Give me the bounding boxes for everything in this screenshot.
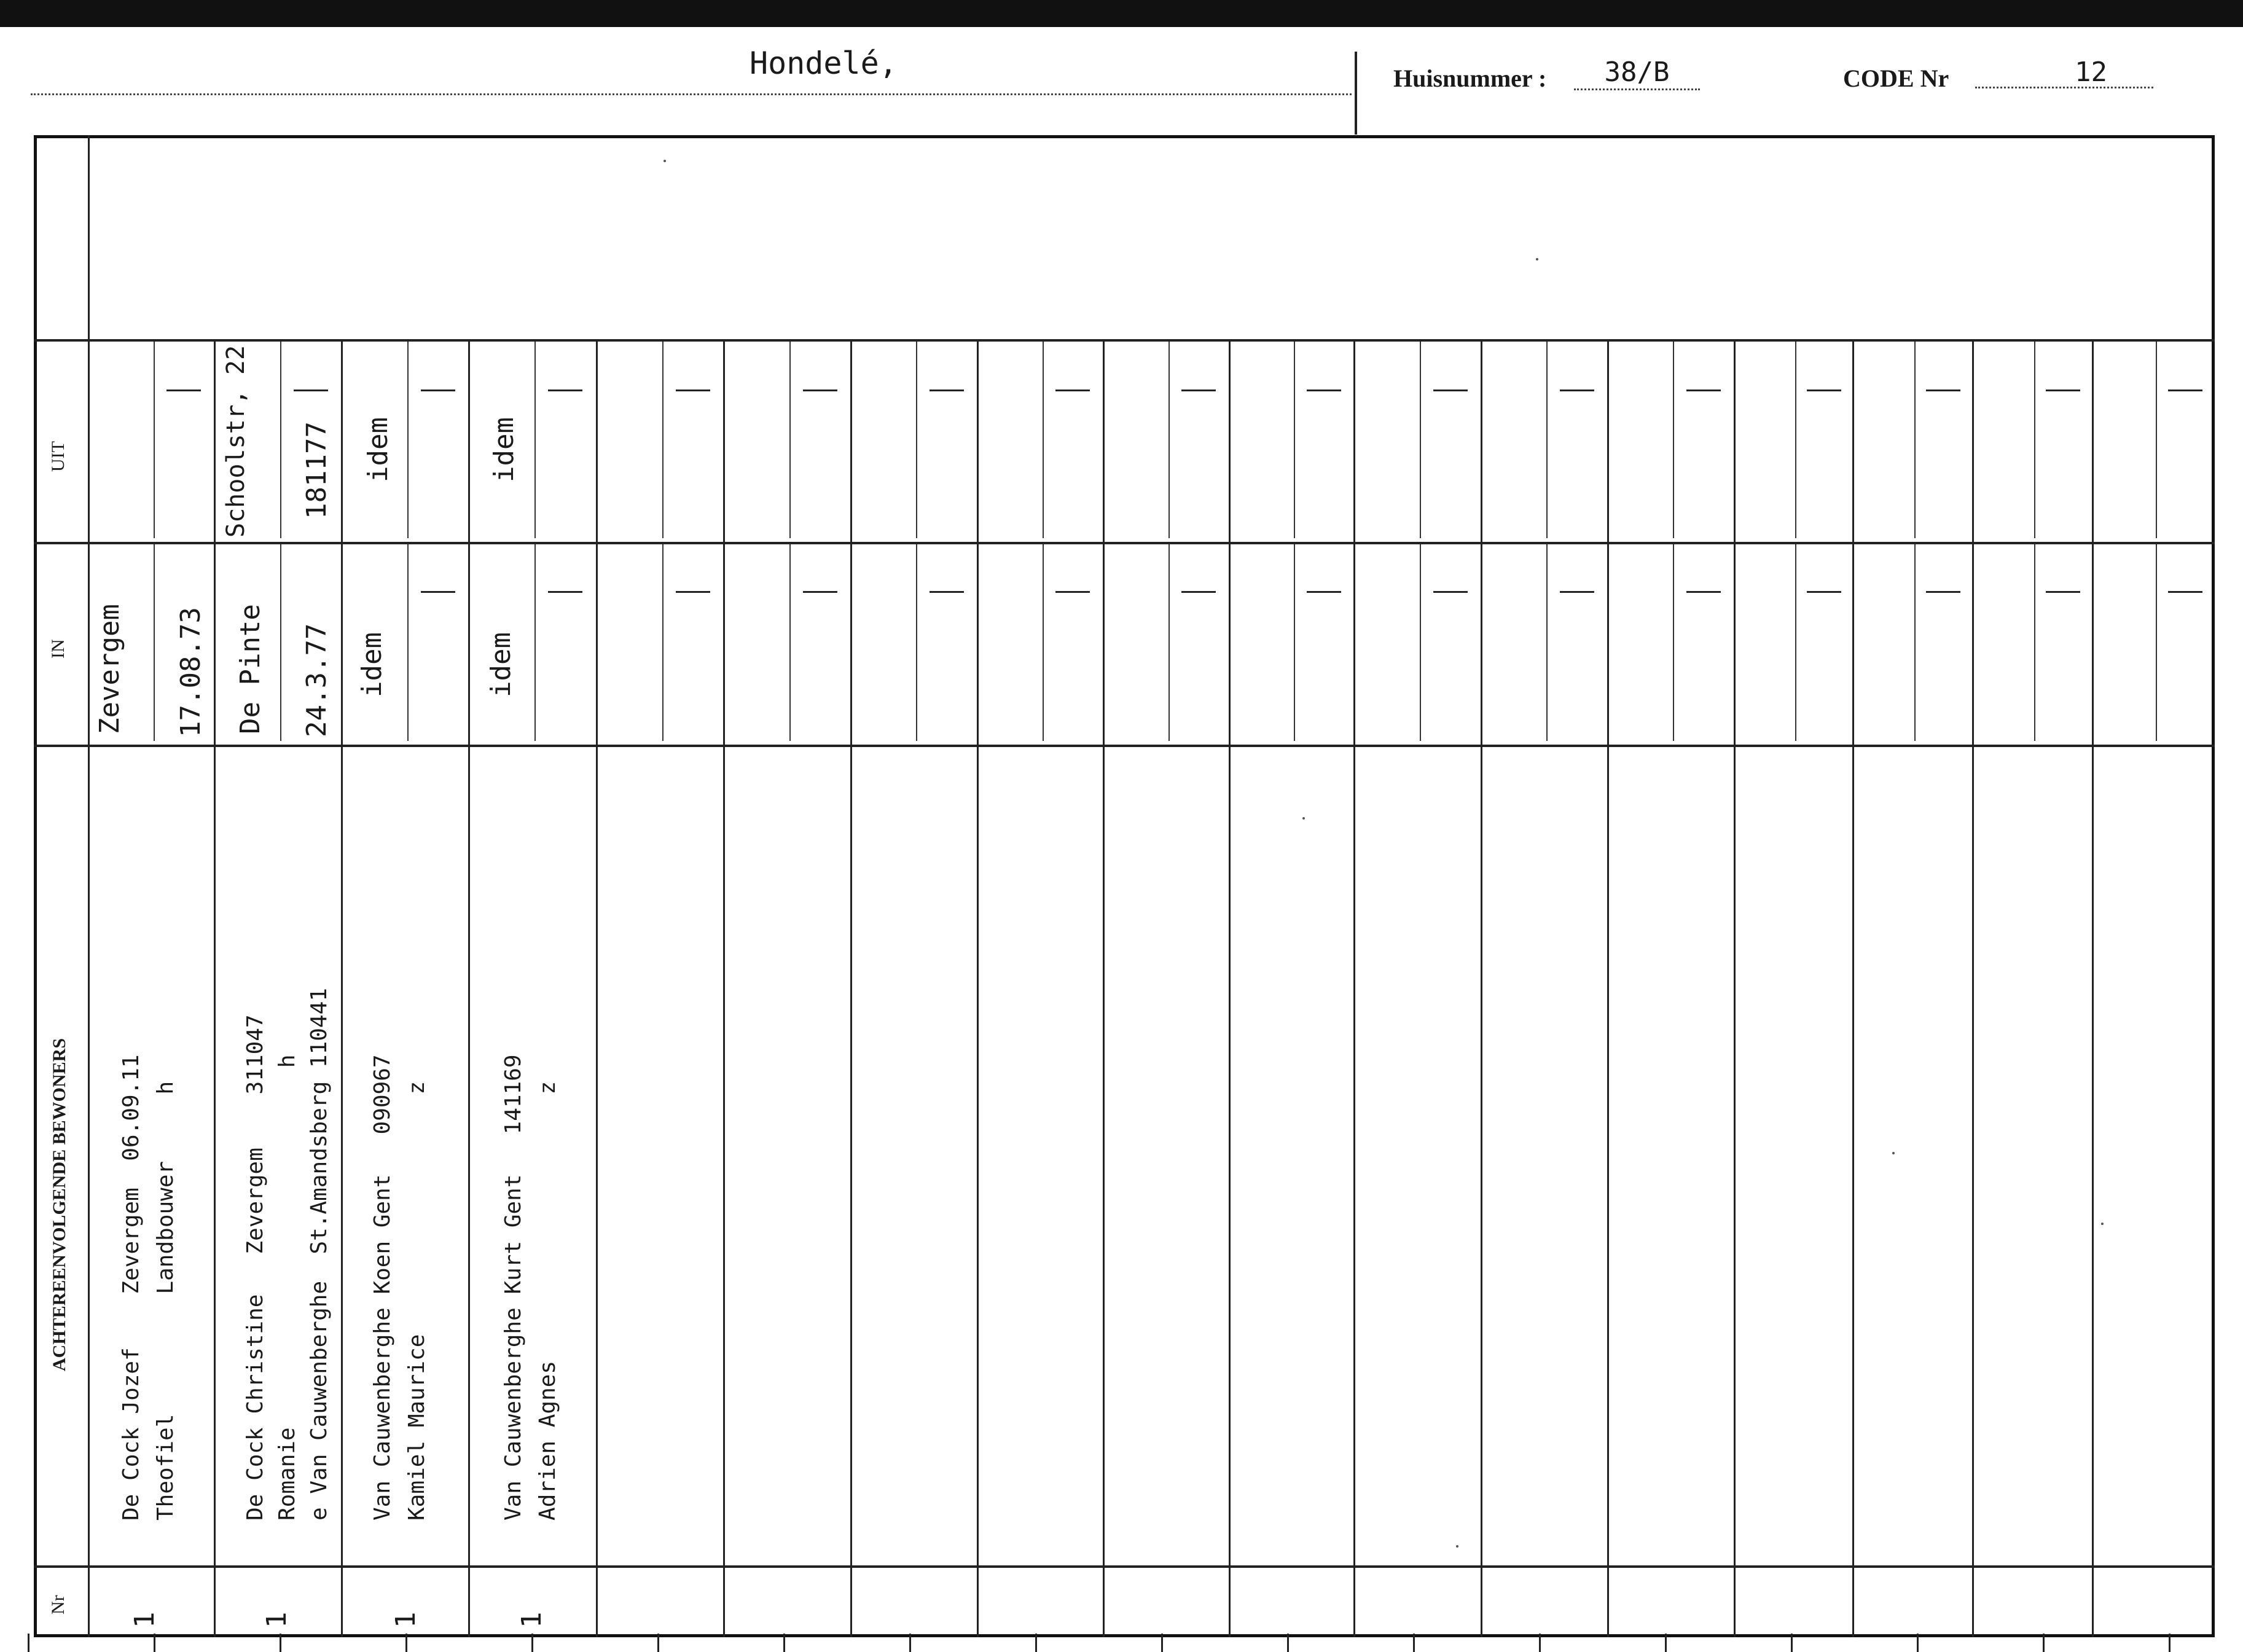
in-subcolumn-line — [1043, 544, 1044, 741]
in-subcolumn-line — [1168, 544, 1170, 741]
scan-speck — [664, 160, 666, 162]
entry-1-name-line-2: Theofiel Landbouwer h — [153, 1081, 178, 1521]
entry-2-in-place: De Pinte — [235, 604, 266, 734]
uit-subcolumn-line — [1043, 342, 1044, 538]
entry-2-resident — [240, 988, 335, 1521]
column-line — [341, 339, 343, 1637]
entry-4-in-place: idem — [485, 632, 517, 697]
in-empty-dash — [676, 591, 710, 593]
column-line — [1972, 339, 1974, 1637]
in-empty-dash — [1181, 591, 1216, 593]
bottom-edge-tick — [28, 1634, 29, 1652]
in-subcolumn-line — [2034, 544, 2035, 741]
in-subcolumn-line — [407, 544, 409, 741]
bottom-edge-tick — [2043, 1634, 2045, 1652]
register-frame — [34, 135, 2215, 1637]
entry-2-uit-place: Schoolstr, 22 — [222, 345, 250, 538]
uit-subcolumn-line — [789, 342, 791, 538]
uit-subcolumn-line — [534, 342, 536, 538]
uit-subcolumn-line — [1673, 342, 1674, 538]
in-subcolumn-line — [789, 544, 791, 741]
in-empty-dash — [548, 591, 582, 593]
in-subcolumn-line — [1673, 544, 1674, 741]
entry-2-name-line-2: Romanie h — [275, 1054, 300, 1521]
entry-1-in-date: 17.08.73 — [175, 607, 206, 737]
entry-1-nr: 1 — [129, 1611, 160, 1628]
bottom-edge-tick — [2169, 1634, 2171, 1652]
street-name: Hondelé, — [750, 45, 898, 81]
band-line-bewoners-top — [34, 745, 2215, 747]
in-subcolumn-line — [2156, 544, 2157, 741]
uit-subcolumn-line — [1294, 342, 1295, 538]
entry-3-uit-place: idem — [362, 417, 394, 482]
in-subcolumn-line — [1420, 544, 1421, 741]
in-empty-dash — [2046, 591, 2080, 593]
uit-empty-dash — [676, 390, 710, 391]
uit-empty-dash — [2168, 390, 2202, 391]
band-line-in-top — [34, 542, 2215, 544]
code-value: 12 — [1975, 57, 2153, 88]
uit-subcolumn-line — [2034, 342, 2035, 538]
entry-3-name-line-2: Kamiel Maurice z — [404, 1081, 429, 1521]
in-empty-dash — [1433, 591, 1468, 593]
uit-subcolumn-line — [1546, 342, 1548, 538]
uit-empty-dash — [1926, 390, 1960, 391]
in-empty-dash — [1807, 591, 1841, 593]
column-line — [1353, 339, 1355, 1637]
band-line-uit-top — [34, 339, 2215, 342]
bottom-edge-tick — [154, 1634, 155, 1652]
bottom-edge-tick — [1791, 1634, 1793, 1652]
entry-2-nr: 1 — [261, 1611, 292, 1628]
column-line — [1229, 339, 1231, 1637]
uit-empty-dash — [2046, 390, 2080, 391]
entry-1-name-line-1: De Cock Jozef Zevergem 06.09.11 — [119, 1054, 144, 1521]
bottom-edge-tick — [1287, 1634, 1289, 1652]
in-empty-dash — [930, 591, 964, 593]
in-empty-dash — [421, 591, 455, 593]
uit-empty-dash — [930, 390, 964, 391]
in-subcolumn-line — [154, 544, 155, 741]
entry-1-resident — [114, 1054, 183, 1521]
entry-4-nr: 1 — [516, 1611, 547, 1628]
column-line — [1103, 339, 1105, 1637]
row-label-bewoners: ACHTEREENVOLGENDE BEWONERS — [49, 1038, 69, 1371]
uit-empty-dash — [1686, 390, 1721, 391]
in-subcolumn-line — [662, 544, 664, 741]
entry-4-name-line-2: Adrien Agnes z — [535, 1081, 560, 1521]
column-line — [1607, 339, 1609, 1637]
column-line — [1481, 339, 1482, 1637]
bottom-edge-tick — [1539, 1634, 1541, 1652]
uit-subcolumn-line — [2156, 342, 2157, 538]
uit-empty-dash — [1055, 390, 1090, 391]
entry-1-in-place: Zevergem — [94, 604, 125, 734]
uit-empty-dash — [803, 390, 837, 391]
column-line — [596, 339, 598, 1637]
bottom-edge-tick — [1917, 1634, 1919, 1652]
scan-speck — [1892, 1152, 1895, 1154]
in-empty-dash — [1926, 591, 1960, 593]
bottom-edge-tick — [1161, 1634, 1163, 1652]
column-line — [2092, 339, 2094, 1637]
uit-subcolumn-line — [916, 342, 917, 538]
band-line-nr-top — [34, 1565, 2215, 1568]
in-empty-dash — [803, 591, 837, 593]
uit-subcolumn-line — [280, 342, 281, 538]
code-label: CODE Nr — [1843, 65, 1949, 92]
uit-empty-dash — [1307, 390, 1341, 391]
in-subcolumn-line — [916, 544, 917, 741]
entry-3-nr: 1 — [390, 1611, 421, 1628]
in-subcolumn-line — [534, 544, 536, 741]
entry-3-name-line-1: Van Cauwenberghe Koen Gent 090967 — [370, 1054, 395, 1521]
in-empty-dash — [1686, 591, 1721, 593]
entry-2-in-date: 24.3.77 — [301, 623, 332, 737]
bottom-edge-tick — [783, 1634, 785, 1652]
column-line — [468, 339, 470, 1637]
scan-speck — [1456, 1545, 1458, 1548]
uit-empty-dash — [1181, 390, 1216, 391]
bottom-edge-tick — [657, 1634, 659, 1652]
uit-subcolumn-line — [1914, 342, 1916, 538]
in-subcolumn-line — [1546, 544, 1548, 741]
column-line — [1734, 339, 1736, 1637]
row-label-in: IN — [48, 639, 68, 659]
in-subcolumn-line — [1914, 544, 1916, 741]
scan-top-edge — [0, 0, 2243, 27]
bottom-edge-tick — [280, 1634, 281, 1652]
bottom-edge-tick — [1035, 1634, 1037, 1652]
header-separator — [1355, 52, 1357, 135]
entry-3-in-place: idem — [356, 632, 388, 697]
bottom-edge-tick — [1665, 1634, 1667, 1652]
uit-subcolumn-line — [154, 342, 155, 538]
uit-empty-dash — [294, 390, 328, 391]
entry-4-name-line-1: Van Cauwenberghe Kurt Gent 141169 — [501, 1054, 526, 1521]
uit-empty-dash — [1560, 390, 1594, 391]
in-empty-dash — [1307, 591, 1341, 593]
bottom-edge-tick — [909, 1634, 911, 1652]
uit-subcolumn-line — [1795, 342, 1796, 538]
uit-empty-dash — [548, 390, 582, 391]
bottom-edge-tick — [531, 1634, 533, 1652]
in-subcolumn-line — [1294, 544, 1295, 741]
uit-subcolumn-line — [662, 342, 664, 538]
uit-subcolumn-line — [1420, 342, 1421, 538]
scan-speck — [1536, 258, 1538, 260]
uit-subcolumn-line — [407, 342, 409, 538]
row-label-uit: UIT — [48, 441, 68, 472]
in-subcolumn-line — [1795, 544, 1796, 741]
entry-2-name-line-3: e Van Cauwenberghe St.Amandsberg 110441 — [307, 988, 332, 1521]
uit-empty-dash — [1807, 390, 1841, 391]
label-column-divider — [88, 135, 90, 1637]
in-empty-dash — [2168, 591, 2202, 593]
scan-speck — [1302, 817, 1305, 820]
row-label-nr: Nr — [48, 1595, 68, 1615]
in-subcolumn-line — [280, 544, 281, 741]
in-empty-dash — [1055, 591, 1090, 593]
column-line — [850, 339, 852, 1637]
huisnummer-label: Huisnummer : — [1393, 65, 1547, 92]
uit-subcolumn-line — [1168, 342, 1170, 538]
entry-4-uit-place: idem — [488, 417, 520, 482]
uit-empty-dash — [421, 390, 455, 391]
bottom-edge-tick — [405, 1634, 407, 1652]
bottom-edge-tick — [1413, 1634, 1415, 1652]
entry-2-name-line-1: De Cock Christine Zevergem 311047 — [243, 1014, 268, 1521]
column-line — [214, 339, 216, 1637]
uit-empty-dash — [1433, 390, 1468, 391]
entry-2-uit-date: 181177 — [301, 421, 332, 519]
column-line — [977, 339, 979, 1637]
column-line — [723, 339, 725, 1637]
scan-speck — [2101, 1223, 2104, 1225]
uit-empty-dash — [166, 390, 201, 391]
entry-3-resident — [366, 1054, 434, 1521]
column-line — [1852, 339, 1854, 1637]
in-empty-dash — [1560, 591, 1594, 593]
entry-4-resident — [496, 1054, 565, 1521]
huisnummer-value: 38/B — [1574, 57, 1700, 90]
street-field — [31, 37, 1352, 95]
